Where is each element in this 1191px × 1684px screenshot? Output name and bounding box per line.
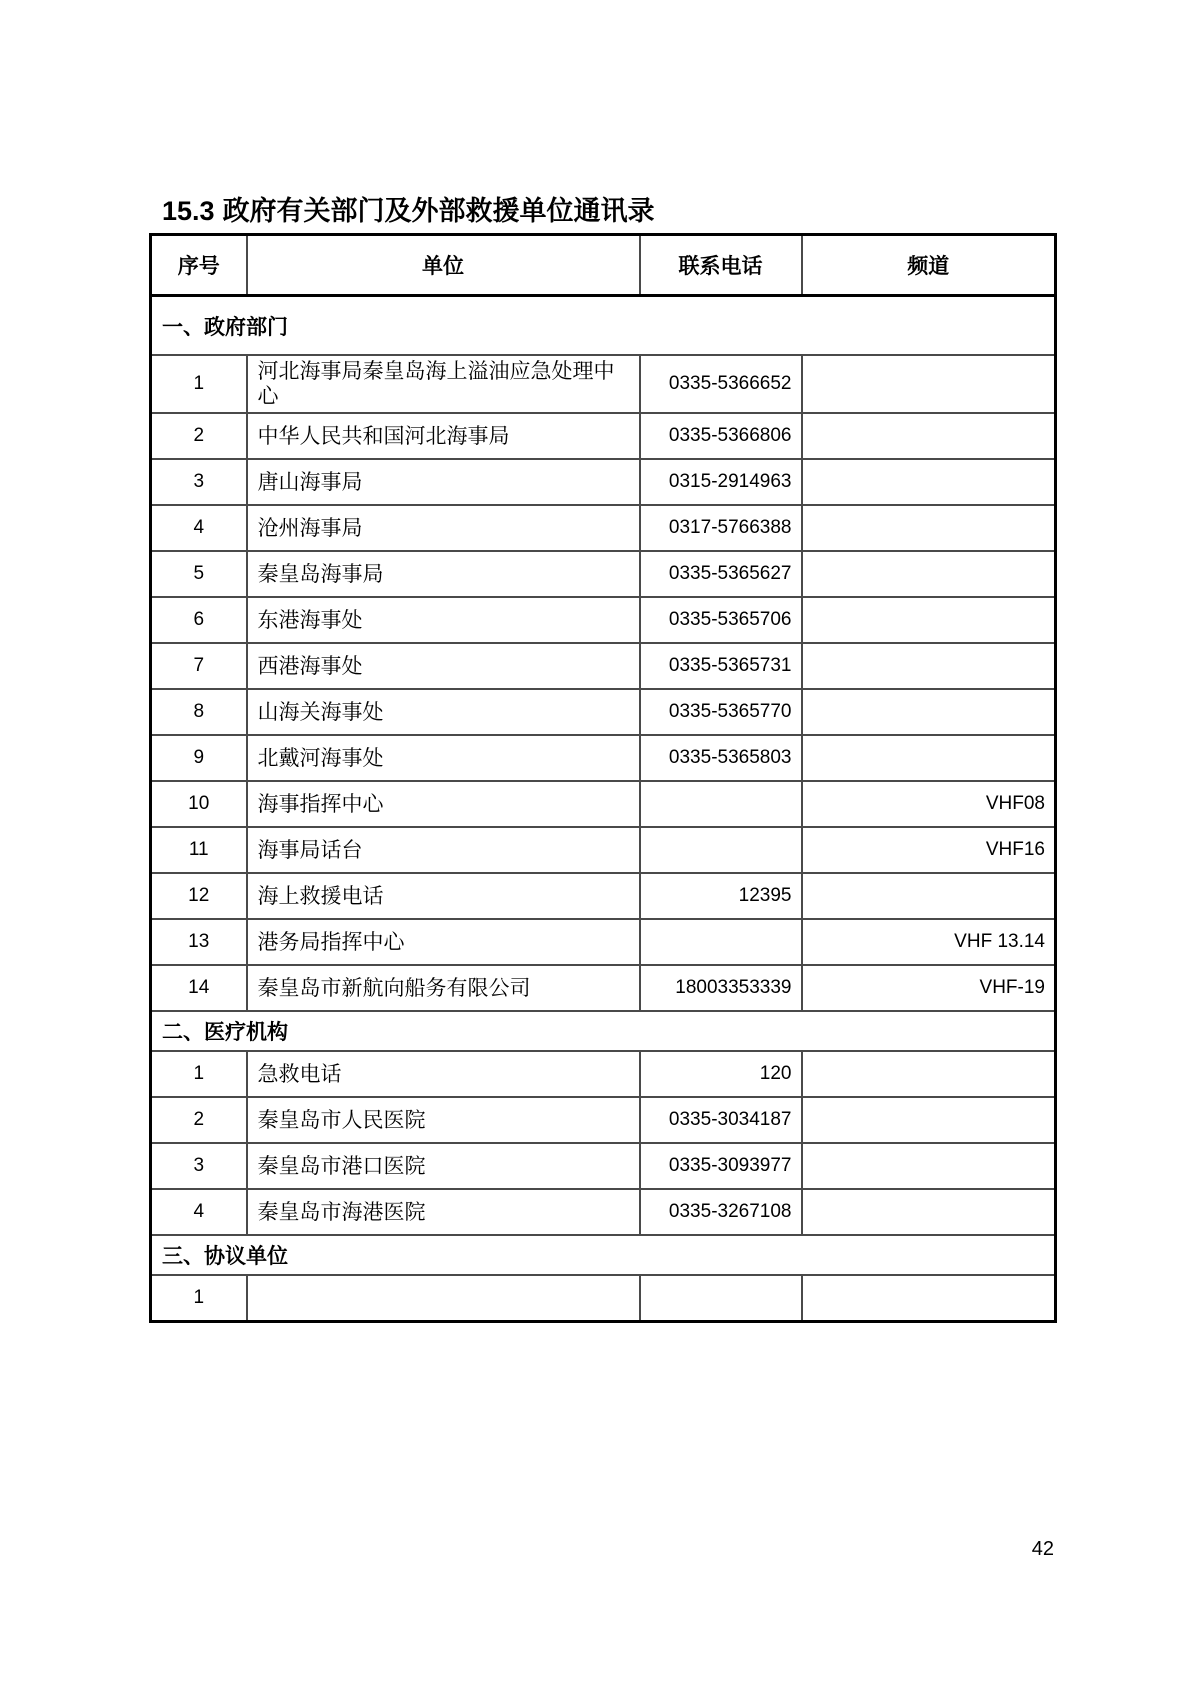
cell-unit: 唐山海事局	[247, 459, 640, 505]
cell-unit: 秦皇岛市港口医院	[247, 1143, 640, 1189]
cell-channel	[802, 643, 1056, 689]
cell-phone: 0335-5365731	[640, 643, 802, 689]
cell-channel	[802, 689, 1056, 735]
table-row	[151, 355, 1056, 413]
table-row	[151, 919, 1056, 965]
cell-channel	[802, 1275, 1056, 1322]
header-row	[151, 235, 1056, 296]
cell-unit	[247, 1275, 640, 1322]
cell-phone: 0335-5365627	[640, 551, 802, 597]
cell-no: 13	[151, 919, 247, 965]
section-row	[151, 1235, 1056, 1275]
cell-no: 1	[151, 355, 247, 413]
cell-channel	[802, 459, 1056, 505]
cell-unit: 海事指挥中心	[247, 781, 640, 827]
col-header-phone: 联系电话	[640, 235, 802, 296]
table-row	[151, 689, 1056, 735]
cell-unit: 北戴河海事处	[247, 735, 640, 781]
cell-unit: 秦皇岛市人民医院	[247, 1097, 640, 1143]
table-row	[151, 643, 1056, 689]
cell-channel	[802, 873, 1056, 919]
cell-phone: 0335-5365706	[640, 597, 802, 643]
cell-no: 2	[151, 413, 247, 459]
cell-phone: 0315-2914963	[640, 459, 802, 505]
section-label: 一、政府部门	[151, 296, 1056, 356]
cell-no: 9	[151, 735, 247, 781]
cell-unit: 西港海事处	[247, 643, 640, 689]
cell-channel: VHF 13.14	[802, 919, 1056, 965]
section-label: 二、医疗机构	[151, 1011, 1056, 1051]
cell-channel	[802, 413, 1056, 459]
contact-table	[149, 233, 1057, 1323]
section-number: 15.3	[162, 196, 215, 226]
cell-unit: 河北海事局秦皇岛海上溢油应急处理中 心	[247, 355, 640, 413]
cell-phone: 0317-5766388	[640, 505, 802, 551]
table-row	[151, 1051, 1056, 1097]
table-row	[151, 597, 1056, 643]
table-row	[151, 551, 1056, 597]
cell-unit: 港务局指挥中心	[247, 919, 640, 965]
section-row	[151, 1011, 1056, 1051]
cell-channel: VHF-19	[802, 965, 1056, 1011]
cell-phone	[640, 781, 802, 827]
cell-unit: 急救电话	[247, 1051, 640, 1097]
cell-no: 3	[151, 459, 247, 505]
table-row	[151, 1097, 1056, 1143]
cell-channel	[802, 355, 1056, 413]
table-row	[151, 781, 1056, 827]
table-body	[151, 296, 1056, 1322]
cell-phone: 0335-5365803	[640, 735, 802, 781]
table-row	[151, 505, 1056, 551]
cell-phone: 0335-3034187	[640, 1097, 802, 1143]
cell-phone	[640, 919, 802, 965]
cell-phone	[640, 827, 802, 873]
cell-channel	[802, 1097, 1056, 1143]
table-row	[151, 1189, 1056, 1235]
page-number: 42	[1031, 1538, 1054, 1560]
cell-phone: 0335-3267108	[640, 1189, 802, 1235]
table-header	[151, 235, 1056, 296]
cell-no: 8	[151, 689, 247, 735]
cell-no: 1	[151, 1275, 247, 1322]
title-text: 政府有关部门及外部救援单位通讯录	[222, 196, 655, 226]
cell-phone: 0335-5366806	[640, 413, 802, 459]
cell-unit: 海上救援电话	[247, 873, 640, 919]
cell-channel	[802, 735, 1056, 781]
cell-no: 7	[151, 643, 247, 689]
cell-no: 10	[151, 781, 247, 827]
cell-channel	[802, 551, 1056, 597]
cell-unit: 海事局话台	[247, 827, 640, 873]
cell-no: 12	[151, 873, 247, 919]
cell-no: 5	[151, 551, 247, 597]
cell-phone: 18003353339	[640, 965, 802, 1011]
table-row	[151, 735, 1056, 781]
col-header-no: 序号	[151, 235, 247, 296]
cell-unit: 山海关海事处	[247, 689, 640, 735]
cell-phone: 0335-3093977	[640, 1143, 802, 1189]
section-label: 三、协议单位	[151, 1235, 1056, 1275]
page-title	[162, 196, 1054, 226]
cell-no: 14	[151, 965, 247, 1011]
table-row	[151, 873, 1056, 919]
cell-no: 6	[151, 597, 247, 643]
table-row	[151, 1275, 1056, 1322]
cell-phone: 0335-5365770	[640, 689, 802, 735]
content-area	[149, 196, 1054, 1323]
cell-unit: 秦皇岛市海港医院	[247, 1189, 640, 1235]
cell-no: 3	[151, 1143, 247, 1189]
col-header-channel: 频道	[802, 235, 1056, 296]
cell-phone: 120	[640, 1051, 802, 1097]
table-row	[151, 965, 1056, 1011]
cell-unit: 秦皇岛海事局	[247, 551, 640, 597]
cell-phone	[640, 1275, 802, 1322]
cell-channel	[802, 597, 1056, 643]
cell-channel	[802, 505, 1056, 551]
section-row	[151, 296, 1056, 356]
cell-phone: 12395	[640, 873, 802, 919]
cell-channel: VHF08	[802, 781, 1056, 827]
cell-unit: 东港海事处	[247, 597, 640, 643]
cell-channel	[802, 1051, 1056, 1097]
table-row	[151, 413, 1056, 459]
cell-no: 4	[151, 505, 247, 551]
cell-channel	[802, 1143, 1056, 1189]
cell-no: 2	[151, 1097, 247, 1143]
cell-channel: VHF16	[802, 827, 1056, 873]
table-row	[151, 1143, 1056, 1189]
col-header-unit: 单位	[247, 235, 640, 296]
cell-unit: 沧州海事局	[247, 505, 640, 551]
cell-no: 4	[151, 1189, 247, 1235]
cell-phone: 0335-5366652	[640, 355, 802, 413]
cell-unit: 中华人民共和国河北海事局	[247, 413, 640, 459]
cell-unit: 秦皇岛市新航向船务有限公司	[247, 965, 640, 1011]
cell-no: 11	[151, 827, 247, 873]
table-row	[151, 459, 1056, 505]
table-row	[151, 827, 1056, 873]
cell-no: 1	[151, 1051, 247, 1097]
cell-channel	[802, 1189, 1056, 1235]
